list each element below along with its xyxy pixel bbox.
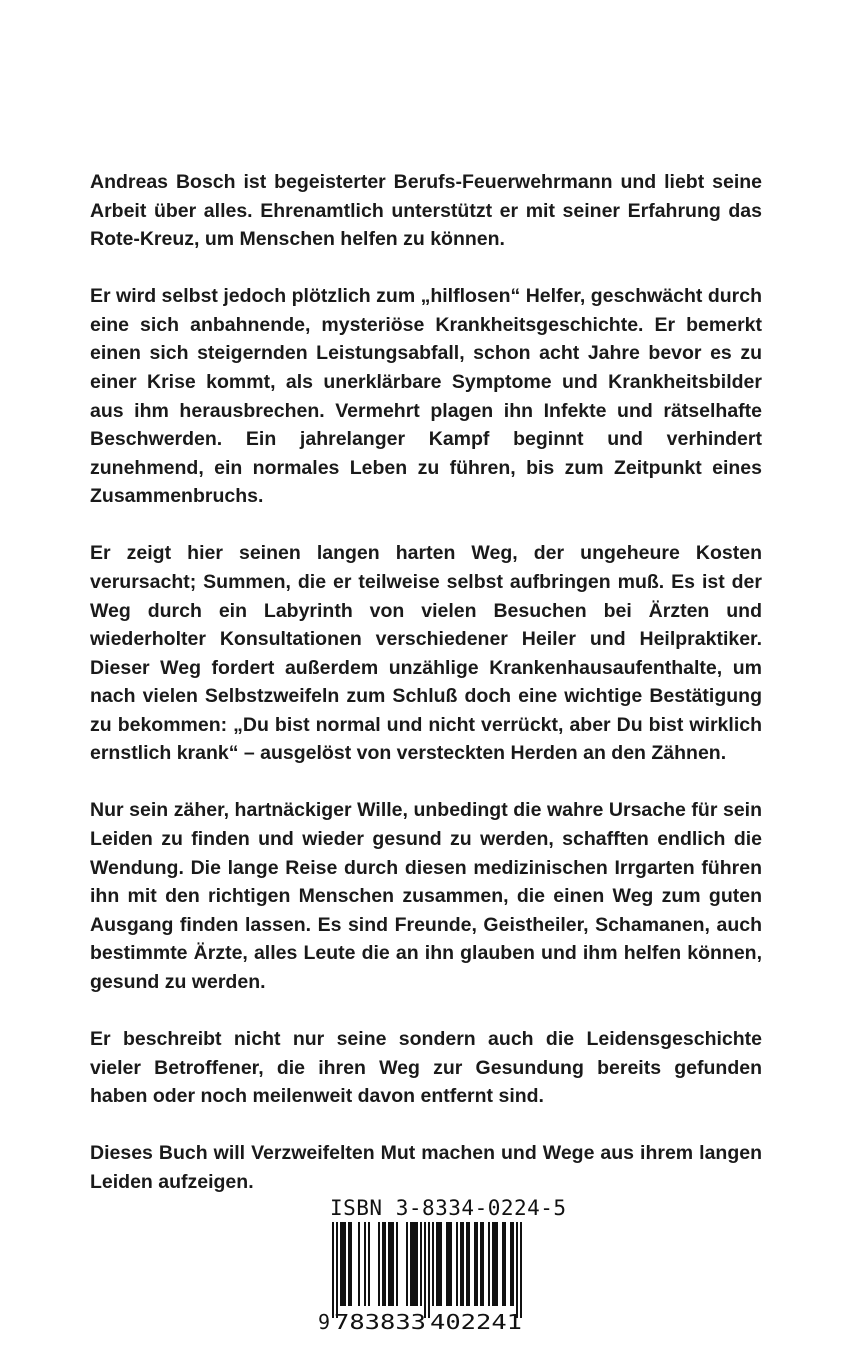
barcode-guard-bar <box>520 1222 522 1318</box>
barcode-bars <box>332 1222 522 1318</box>
barcode-digit-group: 402241 <box>430 1310 522 1332</box>
back-cover-blurb <box>90 168 762 1196</box>
blurb-paragraph: Andreas Bosch ist begeisterter Berufs-Feuerwehrmann und liebt seine Arbeit über alles. Ehrenamtlich unterstützt er mit seiner Erfahrung das Rote-Kreuz, um Menschen helfen zu können. <box>90 171 762 251</box>
barcode-digit-group: 9 <box>318 1310 331 1332</box>
barcode-bar <box>358 1222 360 1306</box>
blurb-paragraph: Nur sein zäher, hartnäckiger Wille, unbedingt die wahre Ursache für sein Leiden zu finden und wieder gesund zu werden, schafften endlich die Wendung. Die lange Reise durch diesen medizinischen Irrgarten führen ihn mit den richtigen Menschen zusammen, die einen Weg zum guten Ausgang finden lassen. Es sind Freunde, Geistheiler, Schamanen, auch bestimmte Ärzte, alles Leute die an ihn glauben und ihm helfen können, gesund zu werden. <box>90 799 762 994</box>
barcode-bar <box>340 1222 346 1306</box>
barcode-bar <box>488 1222 490 1306</box>
barcode-bar <box>492 1222 498 1306</box>
blurb-paragraph: Er beschreibt nicht nur seine sondern auch die Leidensgeschichte vieler Betroffener, die ihren Weg zur Gesundung bereits gefunden haben oder noch meilenweit davon entfernt sind. <box>90 1028 762 1108</box>
barcode-bar <box>382 1222 386 1306</box>
barcode-bar <box>420 1222 422 1306</box>
barcode-graphic <box>316 1222 542 1332</box>
barcode-guard-bar <box>424 1222 426 1318</box>
barcode-bar <box>396 1222 398 1306</box>
isbn-label: ISBN 3-8334-0224-5 <box>330 1196 567 1220</box>
barcode-bar <box>410 1222 418 1306</box>
barcode-guard-bar <box>336 1222 338 1318</box>
blurb-paragraph: Dieses Buch will Verzweifelten Mut machen und Wege aus ihrem langen Leiden aufzeigen. <box>90 1142 762 1193</box>
barcode-bar <box>456 1222 458 1306</box>
barcode-guard-bar <box>516 1222 518 1318</box>
barcode-bar <box>432 1222 434 1306</box>
barcode-bar <box>364 1222 366 1306</box>
barcode-bar <box>510 1222 514 1306</box>
blurb-paragraph: Er zeigt hier seinen langen harten Weg, der ungeheure Kosten verursacht; Summen, die er teilweise selbst aufbringen muß. Es ist der Weg durch ein Labyrinth von vielen Besuchen bei Ärzten und wiederholter Konsultationen verschiedener Heiler und Heilpraktiker. Dieser Weg fordert außerdem unzählige Krankenhausaufenthalte, um nach vielen Selbstzweifeln zum Schluß doch eine wichtige Bestätigung zu bekommen: „Du bist normal und nicht verrückt, aber Du bist wirklich ernstlich krank“ – ausgelöst von versteckten Herden an den Zähnen. <box>90 542 762 765</box>
barcode-bar <box>388 1222 394 1306</box>
barcode-bar <box>436 1222 442 1306</box>
isbn-barcode <box>316 1196 567 1332</box>
barcode-digit-group: 783833 <box>334 1310 426 1332</box>
barcode-bar <box>480 1222 484 1306</box>
barcode-bar <box>502 1222 506 1306</box>
barcode-bar <box>474 1222 478 1306</box>
blurb-paragraph: Er wird selbst jedoch plötzlich zum „hilflosen“ Helfer, geschwächt durch eine sich anbahnende, mysteriöse Krankheitsgeschichte. Er bemerkt einen sich steigernden Leistungsabfall, schon acht Jahre bevor es zu einer Krise kommt, als unerklärbare Symptome und Krankheitsbilder aus ihm herausbrechen. Vermehrt plagen ihn Infekte und rätselhafte Beschwerden. Ein jahrelanger Kampf beginnt und verhindert zunehmend, ein normales Leben zu führen, bis zum Zeitpunkt eines Zusammenbruchs. <box>90 285 762 508</box>
barcode-guard-bar <box>428 1222 430 1318</box>
barcode-guard-bar <box>332 1222 334 1318</box>
barcode-bar <box>460 1222 464 1306</box>
barcode-bar <box>406 1222 408 1306</box>
barcode-bar <box>368 1222 370 1306</box>
barcode-bar <box>446 1222 452 1306</box>
barcode-bar <box>378 1222 380 1306</box>
barcode-bar <box>348 1222 352 1306</box>
barcode-bar <box>466 1222 470 1306</box>
